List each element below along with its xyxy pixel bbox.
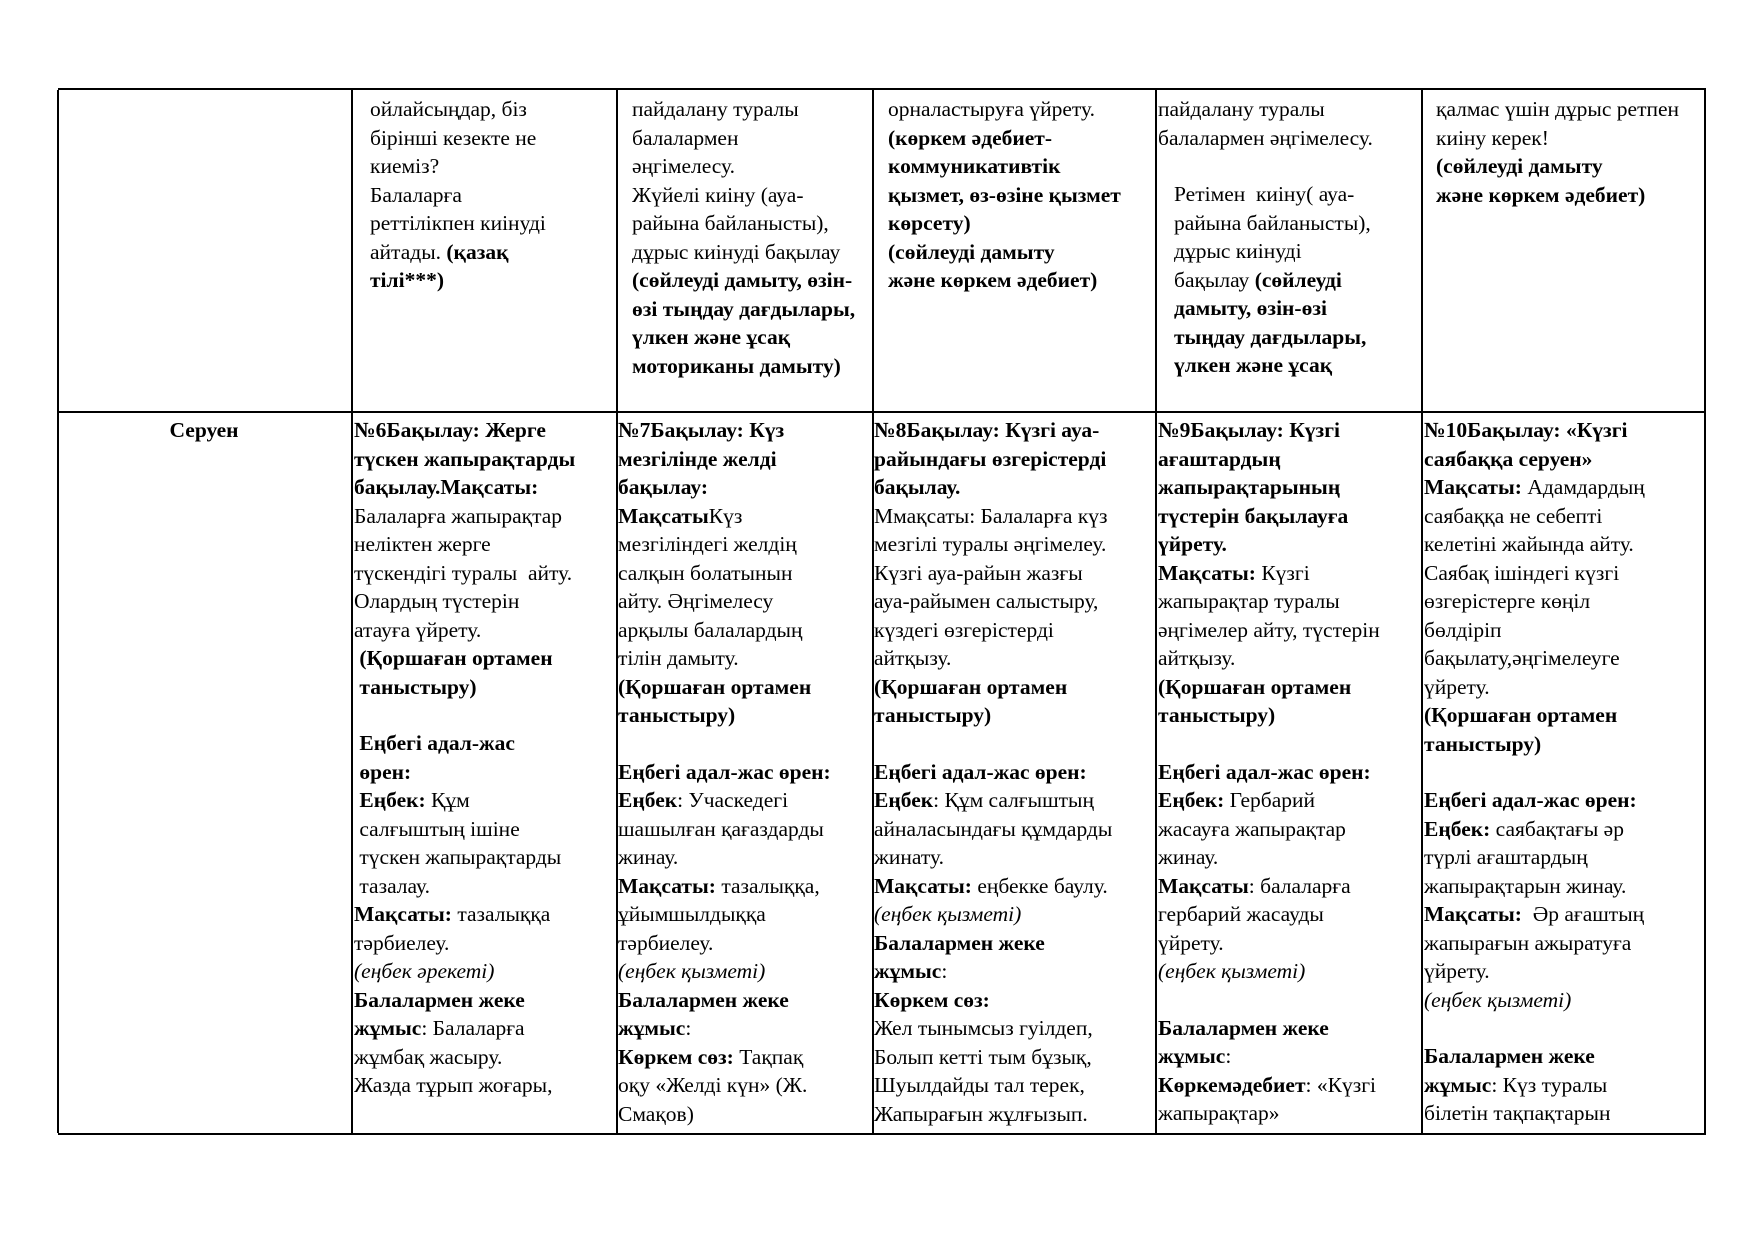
morning-cell-4: пайдалану туралы балалармен әңгімелесу. Ретімен киіну( ауа- райына байланысты), дұрыс киінуді бақылау (сөйлеуді дамыту, өзін-өзі тыңдау дағдылары, үлкен және ұсақ xyxy=(1158,97,1373,377)
morning-cell-5: қалмас үшін дұрыс ретпен киіну керек! (сөйлеуді дамыту және көркем әдебиет) xyxy=(1436,97,1680,207)
morning-cell-1: ойлайсыңдар, біз бірінші кезекте не киеміз? Балаларға реттілікпен киінуді айтады. (қазақ тілі***) xyxy=(370,97,546,292)
column-divider xyxy=(1421,90,1423,1133)
table-border-right xyxy=(1704,90,1706,1133)
walk-cell-3: №8Бақылау: Күзгі ауа- райындағы өзгерістерді бақылау. Ммақсаты: Балаларға күз мезгілі туралы әңгімелеу. Күзгі ауа-райын жазғы ауа-райымен салыстыру, күздегі өзгерістерді айтқызу. (Қоршаған ортамен таныстыру) Еңбегі адал-жас өрен: Еңбек: Құм салғыштың айналасындағы құмдарды жинату. Мақсаты: еңбекке баулу. (еңбек қызметі) Балалармен жеке жұмыс: Көркем сөз: Жел тынымсыз гуілдеп, Болып кетті тым бұзық, Шуылдайды тал терек, Жапырағын жұлғызып. xyxy=(874,418,1113,1126)
walk-cell-1: №6Бақылау: Жерге түскен жапырақтарды бақылау.Мақсаты: Балаларға жапырақтар неліктен жерге түскендігі туралы айту. Олардың түстерін атауға үйрету. (Қоршаған ортамен таныстыру) Еңбегі адал-жас өрен: Еңбек: Құм салғыштың ішіне түскен жапырақтарды тазалау. Мақсаты: тазалыққа тәрбиелеу. (еңбек әрекеті) Балалармен жеке жұмыс: Балаларға жұмбақ жасыру. Жазда тұрып жоғары, xyxy=(354,418,576,1097)
walk-cell-4: №9Бақылау: Күзгі ағаштардың жапырақтарының түстерін бақылауға үйрету. Мақсаты: Күзгі жапырақтар туралы әңгімелер айту, түстерін айтқызу. (Қоршаған ортамен таныстыру) Еңбегі адал-жас өрен: Еңбек: Гербарий жасауға жапырақтар жинау. Мақсаты: балаларға гербарий жасауды үйрету. (еңбек қызметі) Балалармен жеке жұмыс: Көркемәдебиет: «Күзгі жапырақтар» xyxy=(1158,418,1380,1125)
walk-cell-2: №7Бақылау: Күз мезгілінде желді бақылау: МақсатыКүз мезгіліндегі желдің салқын болатынын айту. Әңгімелесу арқылы балалардың тілін дамыту. (Қоршаған ортамен таныстыру) Еңбегі адал-жас өрен: Еңбек: Учаскедегі шашылған қағаздарды жинау. Мақсаты: тазалыққа, ұйымшылдыққа тәрбиелеу. (еңбек қызметі) Балалармен жеке жұмыс: Көркем сөз: Тақпақ оқу «Желді күн» (Ж. Смақов) xyxy=(618,418,831,1126)
morning-cell-2: пайдалану туралы балалармен әңгімелесу. Жүйелі киіну (ауа- райына байланысты), дұрыс киінуді бақылау (сөйлеуді дамыту, өзін- өзі тыңдау дағдылары, үлкен және ұсақ моториканы дамыту) xyxy=(632,97,856,378)
plan-table xyxy=(58,88,1706,1135)
row-label-empty xyxy=(58,90,350,411)
row-label-walk: Серуен xyxy=(169,418,239,442)
walk-cell-5: №10Бақылау: «Күзгі саябаққа серуен» Мақсаты: Адамдардың саябаққа не себепті келетіні жайында айту. Саябақ ішіндегі күзгі өзгерістерге көңіл бөлдіріп бақылату,әңгімелеуге үйрету. (Қоршаған ортамен таныстыру) Еңбегі адал-жас өрен: Еңбек: саябақтағы әр түрлі ағаштардың жапырақтарын жинау. Мақсаты: Әр ағаштың жапырағын ажыратуға үйрету. (еңбек қызметі) Балалармен жеке жұмыс: Күз туралы білетін тақпақтарын xyxy=(1424,418,1645,1125)
row-divider xyxy=(58,411,1706,413)
column-divider xyxy=(1155,90,1157,1133)
morning-cell-3: орналастыруға үйрету. (көркем әдебиет- коммуникативтік қызмет, өз-өзіне қызмет көрсету) (сөйлеуді дамыту және көркем әдебиет) xyxy=(888,97,1121,292)
column-divider xyxy=(351,90,353,1133)
